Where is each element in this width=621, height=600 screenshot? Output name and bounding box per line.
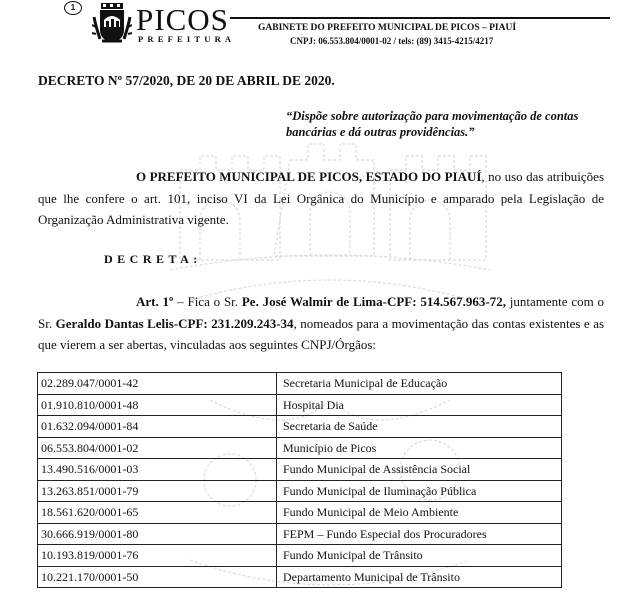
- cnpj-cell: 10.221.170/0001-50: [38, 566, 277, 588]
- orgao-cell: Hospital Dia: [277, 394, 562, 416]
- preamble-authority: O PREFEITO MUNICIPAL DE PICOS, ESTADO DO PIAUÍ: [136, 169, 482, 184]
- person-1: Pe. José Walmir de Lima-CPF: 514.567.963-72,: [241, 294, 506, 309]
- table-row: [38, 545, 562, 567]
- brand-logo: [136, 2, 236, 44]
- contact-line: CNPJ: 06.553.804/0001-02 / tels: (89) 3415-4215/4217: [290, 36, 494, 46]
- cnpj-cell: 13.490.516/0001-03: [38, 459, 277, 481]
- preamble-text: , no uso das atribuições que lhe confere o art. 101, inciso VI da Lei Orgânica do Município e amparado pela Legislação de Organização Administrativa vigente.: [38, 169, 605, 227]
- cnpj-cell: 01.632.094/0001-84: [38, 416, 277, 438]
- preamble-paragraph: [38, 166, 604, 231]
- orgao-cell: Departamento Municipal de Trânsito: [277, 566, 562, 588]
- table-row: [38, 437, 562, 459]
- cnpj-orgaos-table: [37, 372, 562, 588]
- brand-name: PICOS: [136, 2, 229, 37]
- cnpj-cell: 30.666.919/0001-80: [38, 523, 277, 545]
- cnpj-cell: 10.193.819/0001-76: [38, 545, 277, 567]
- table-row: [38, 416, 562, 438]
- decree-ementa: “Dispõe sobre autorização para movimentação de contas bancárias e dá outras providências.”: [286, 109, 579, 139]
- article-1-text: , nomeados para a movimentação das contas existentes e as que vierem a ser abertas, vinculadas aos seguintes CNPJ/Órgãos:: [38, 315, 605, 352]
- table-row: [38, 566, 562, 588]
- article-1-text: juntamente com o Sr.: [38, 294, 605, 331]
- orgao-cell: Secretaria de Saúde: [277, 416, 562, 438]
- decree-title: DECRETO Nº 57/2020, DE 20 DE ABRIL DE 2020.: [38, 73, 335, 88]
- article-1-text: – Fica o Sr.: [173, 294, 242, 309]
- person-2: Geraldo Dantas Lelis-CPF: 231.209.243-34: [55, 315, 294, 331]
- table-row: [38, 480, 562, 502]
- coat-of-arms-icon: [92, 3, 132, 45]
- article-1-paragraph: [38, 291, 604, 356]
- table-row: [38, 502, 562, 524]
- office-title: GABINETE DO PREFEITO MUNICIPAL DE PICOS – PIAUÍ: [258, 23, 517, 33]
- header-divider: [230, 17, 610, 19]
- orgao-cell: Fundo Municipal de Assistência Social: [277, 459, 562, 481]
- letterhead: [0, 0, 621, 60]
- table-row: [38, 523, 562, 545]
- cnpj-cell: 13.263.851/0001-79: [38, 480, 277, 502]
- brand-subtitle: PREFEITURA: [138, 34, 236, 44]
- decreta-heading: DECRETA:: [104, 252, 202, 266]
- table-row: [38, 394, 562, 416]
- orgao-cell: Fundo Municipal de Iluminação Pública: [277, 480, 562, 502]
- cnpj-cell: 02.289.047/0001-42: [38, 373, 277, 395]
- table-row: [38, 459, 562, 481]
- cnpj-cell: 06.553.804/0001-02: [38, 437, 277, 459]
- orgao-cell: Secretaria Municipal de Educação: [277, 373, 562, 395]
- orgao-cell: Fundo Municipal de Trânsito: [277, 545, 562, 567]
- orgao-cell: FEPM – Fundo Especial dos Procuradores: [277, 523, 562, 545]
- article-1-label: Art. 1º: [136, 294, 174, 309]
- orgao-cell: Município de Picos: [277, 437, 562, 459]
- orgao-cell: Fundo Municipal de Meio Ambiente: [277, 502, 562, 524]
- cnpj-cell: 18.561.620/0001-65: [38, 502, 277, 524]
- page-number-badge: 1: [64, 1, 82, 15]
- table-row: [38, 373, 562, 395]
- cnpj-cell: 01.910.810/0001-48: [38, 394, 277, 416]
